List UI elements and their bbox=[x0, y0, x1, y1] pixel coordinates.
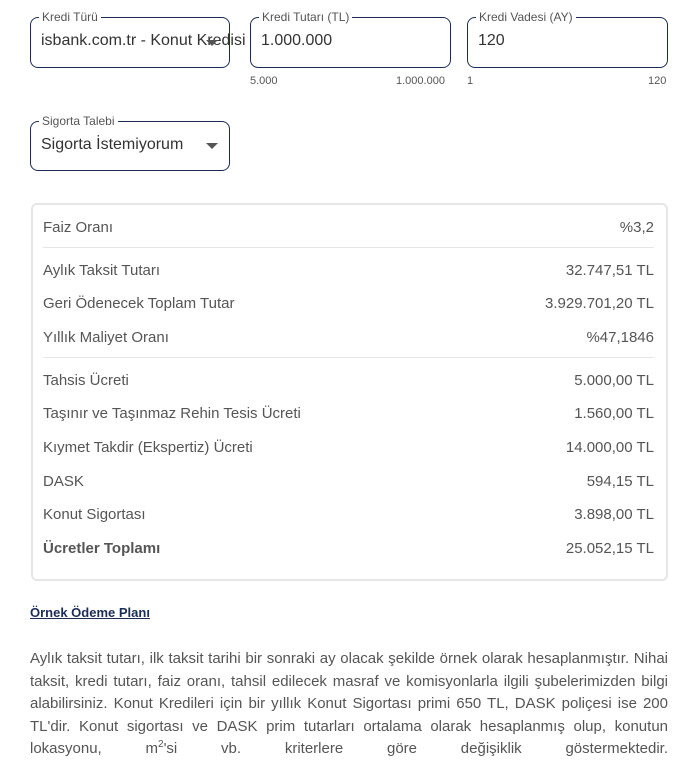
summary-row-ucretler-toplami bbox=[43, 540, 654, 558]
summary-label: Taşınır ve Taşınmaz Rehin Tesis Ücreti bbox=[43, 405, 301, 422]
summary-label: Faiz Oranı bbox=[43, 219, 114, 236]
summary-value: 1.560,00 TL bbox=[574, 405, 654, 422]
kredi-tutari-label: Kredi Tutarı (TL) bbox=[259, 10, 352, 24]
summary-label: Aylık Taksit Tutarı bbox=[43, 262, 160, 279]
sigorta-talebi-select[interactable] bbox=[30, 114, 230, 171]
summary-row-tahsis-ucreti bbox=[43, 372, 654, 390]
summary-label: Yıllık Maliyet Oranı bbox=[43, 329, 169, 346]
kredi-tutari-field[interactable] bbox=[250, 10, 451, 68]
summary-label: DASK bbox=[43, 473, 84, 490]
kredi-tutari-value: 1.000.000 bbox=[261, 32, 333, 49]
summary-row-faiz-orani bbox=[43, 219, 654, 237]
summary-value: 3.929.701,20 TL bbox=[545, 295, 654, 312]
summary-value: %3,2 bbox=[619, 219, 654, 236]
kredi-vadesi-value: 120 bbox=[478, 32, 505, 49]
summary-row-rehin-tesis bbox=[43, 405, 654, 423]
summary-value: 14.000,00 TL bbox=[565, 439, 654, 456]
disclaimer-part2: 'si vb. kriterlere göre değişiklik göstermektedir. bbox=[163, 740, 668, 757]
chevron-down-icon bbox=[206, 143, 218, 149]
kredi-vadesi-label: Kredi Vadesi (AY) bbox=[476, 10, 576, 24]
chevron-down-icon bbox=[206, 40, 218, 46]
divider bbox=[43, 357, 654, 358]
summary-row-dask bbox=[43, 473, 654, 491]
kredi-vadesi-min: 1 bbox=[467, 75, 474, 87]
kredi-tutari-max: 1.000.000 bbox=[396, 75, 445, 87]
loan-summary-card bbox=[31, 203, 668, 581]
sigorta-talebi-label: Sigorta Talebi bbox=[39, 114, 118, 128]
kredi-turu-label: Kredi Türü bbox=[39, 10, 101, 24]
kredi-vadesi-max: 120 bbox=[648, 75, 667, 87]
disclaimer-part1: Aylık taksit tutarı, ilk taksit tarihi bir sonraki ay olacak şekilde örnek olarak hesaplanmıştır. Nihai taksit, kredi tutarı, faiz oranı, tahsil edilecek masraf ve komisyonlarla ilgili şubelerimizden bilgi alabilirsiniz. Konut Kredileri için bir yıllık Konut Sigortası primi 650 TL, DASK poliçesi ise 200 TL'dir. Konut sigortası ve DASK prim tutarları ortalama olarak hesaplanmış olup, konutun lokasyonu, m bbox=[30, 650, 668, 757]
kredi-tutari-min: 5.000 bbox=[250, 75, 278, 87]
kredi-vadesi-field[interactable] bbox=[467, 10, 668, 68]
summary-value: %47,1846 bbox=[586, 329, 654, 346]
summary-label: Geri Ödenecek Toplam Tutar bbox=[43, 295, 235, 312]
summary-value: 594,15 TL bbox=[586, 473, 654, 490]
summary-row-ekspertiz bbox=[43, 439, 654, 457]
summary-value: 5.000,00 TL bbox=[574, 372, 654, 389]
ornek-odeme-plani-link[interactable]: Örnek Ödeme Planı bbox=[30, 605, 150, 620]
summary-label: Ücretler Toplamı bbox=[43, 540, 161, 557]
summary-label: Tahsis Ücreti bbox=[43, 372, 129, 389]
summary-value: 32.747,51 TL bbox=[565, 262, 654, 279]
summary-label: Kıymet Takdir (Ekspertiz) Ücreti bbox=[43, 439, 253, 456]
summary-value: 3.898,00 TL bbox=[574, 506, 654, 523]
summary-row-toplam-tutar bbox=[43, 295, 654, 313]
sigorta-talebi-value: Sigorta İstemiyorum bbox=[41, 136, 184, 153]
summary-row-yillik-maliyet bbox=[43, 329, 654, 347]
divider bbox=[43, 247, 654, 248]
summary-label: Konut Sigortası bbox=[43, 506, 146, 523]
summary-row-aylik-taksit bbox=[43, 262, 654, 280]
disclaimer-superscript: 2 bbox=[158, 739, 164, 750]
summary-value: 25.052,15 TL bbox=[565, 540, 654, 557]
summary-row-konut-sigortasi bbox=[43, 506, 654, 524]
disclaimer-text bbox=[30, 648, 668, 761]
kredi-turu-select[interactable] bbox=[30, 10, 246, 68]
kredi-turu-value: isbank.com.tr - Konut Kredisi bbox=[41, 32, 246, 49]
